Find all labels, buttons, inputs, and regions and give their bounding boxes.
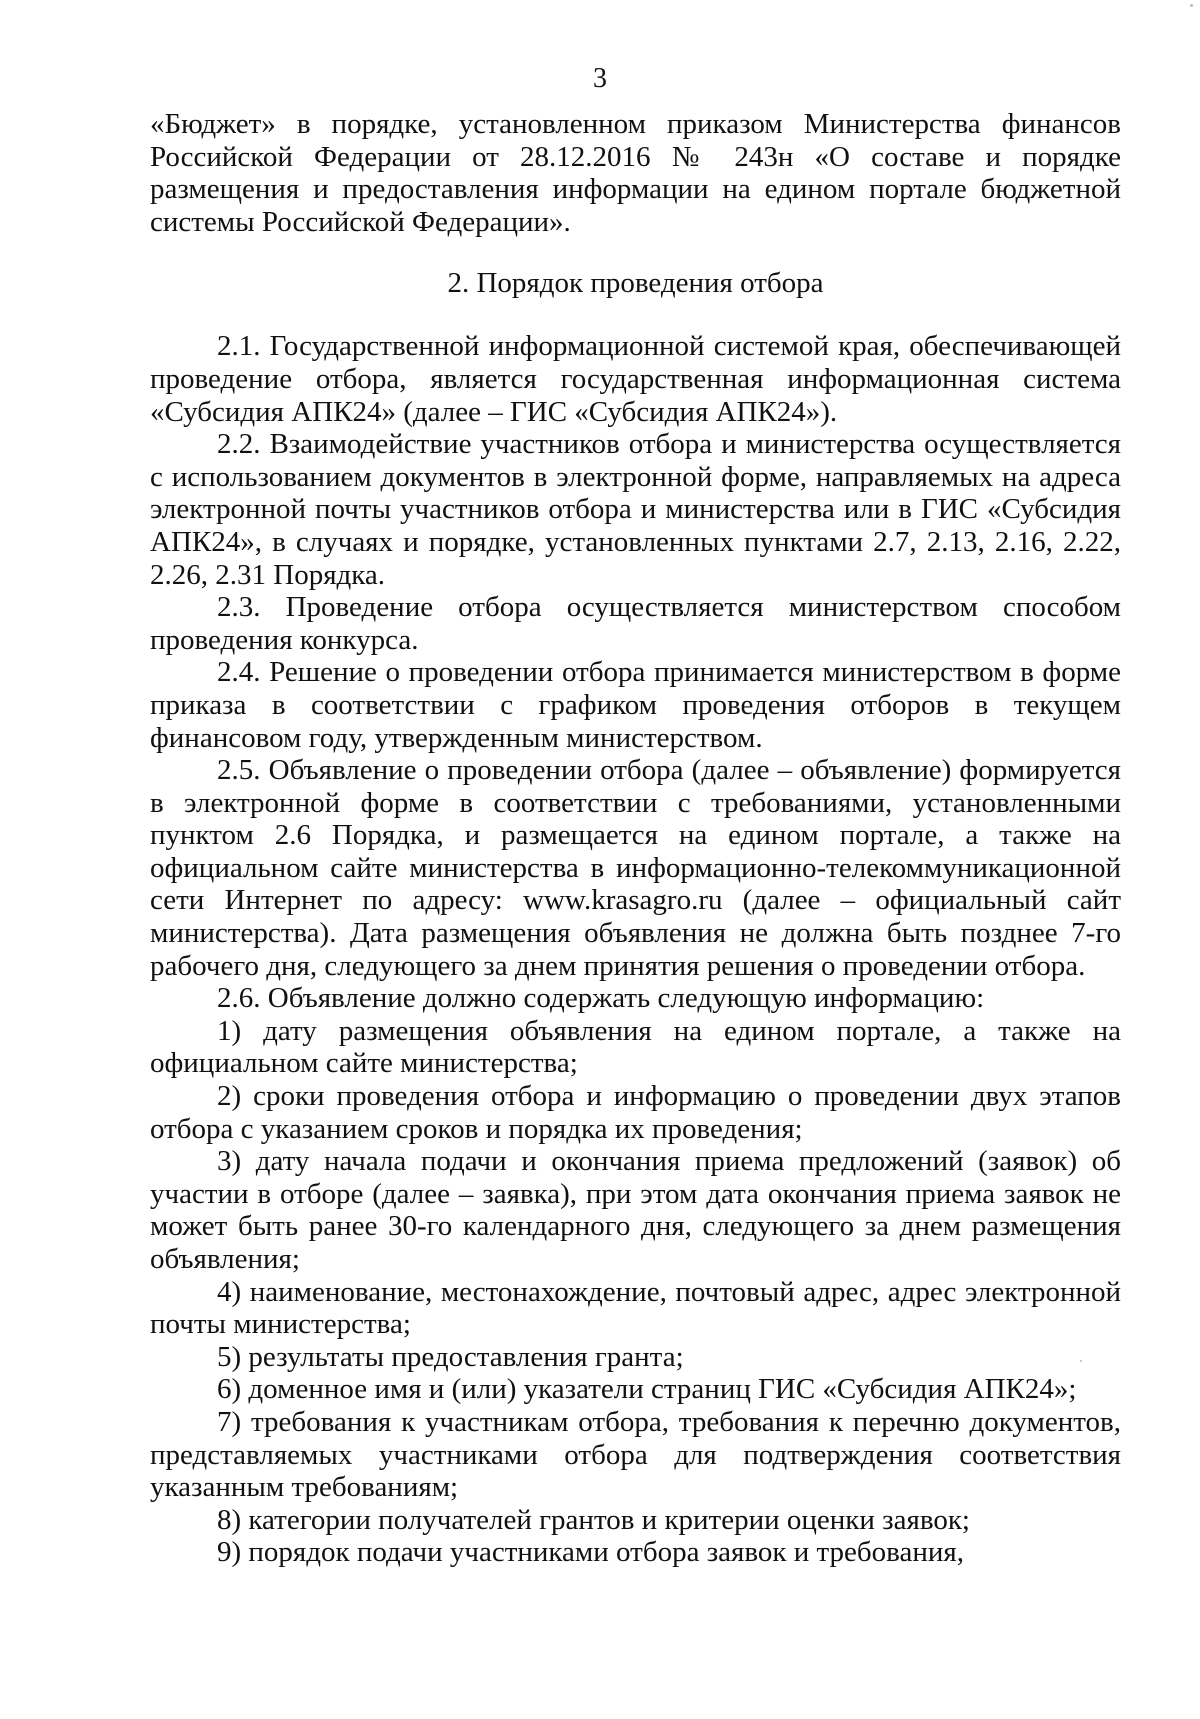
document-body bbox=[150, 108, 1121, 1569]
list-item-3: 3) дату начала подачи и окончания приема предложений (заявок) об участии в отборе (далее – заявка), при этом дата окончания приема заявок не может быть ранее 30-го календарного дня, следующего за днем размещения объявления; bbox=[150, 1145, 1121, 1275]
clause-2-4: 2.4. Решение о проведении отбора принимается министерством в форме приказа в соответствии с графиком проведения отборов в текущем финансовом году, утвержденным министерством. bbox=[150, 656, 1121, 754]
list-item-8: 8) категории получателей грантов и критерии оценки заявок; bbox=[217, 1503, 970, 1536]
list-item-5: 5) результаты предоставления гранта; bbox=[217, 1340, 684, 1373]
list-item-9: 9) порядок подачи участниками отбора заявок и требования, bbox=[217, 1536, 964, 1569]
section-heading: 2. Порядок проведения отбора bbox=[447, 267, 824, 300]
page-number: 3 bbox=[593, 63, 607, 94]
list-item-2: 2) сроки проведения отбора и информацию о проведении двух этапов отбора с указанием сроков и порядка их проведения; bbox=[150, 1080, 1121, 1145]
clause-2-3: 2.3. Проведение отбора осуществляется министерством способом проведения конкурса. bbox=[150, 591, 1121, 656]
list-item-1: 1) дату размещения объявления на едином портале, а также на официальном сайте министерства; bbox=[150, 1014, 1121, 1080]
clause-2-1: 2.1. Государственной информационной системой края, обеспечивающей проведение отбора, является государственная информационная система «Субсидия АПК24» (далее – ГИС «Субсидия АПК24»). bbox=[150, 330, 1121, 428]
clause-2-5: 2.5. Объявление о проведении отбора (далее – объявление) формируется в электронной форме в соответствии с требованиями, установленными пунктом 2.6 Порядка, и размещается на едином портале, а также на официальном сайте министерства в информационно-телекоммуникационной сети Интернет по адресу: www.krasagro.ru (далее – официальный сайт министерства). Дата размещения объявления не должна быть позднее 7-го рабочего дня, следующего за днем принятия решения о проведении отбора. bbox=[150, 754, 1121, 982]
list-item-6: 6) доменное имя и (или) указатели страниц ГИС «Субсидия АПК24»; bbox=[217, 1373, 1077, 1406]
intro-paragraph: «Бюджет» в порядке, установленном приказом Министерства финансов Российской Федерации от 28.12.2016 № 243н «О составе и порядке размещения и предоставления информации на едином портале бюджетной системы Российской Федерации». bbox=[150, 108, 1121, 238]
scan-speck bbox=[1080, 1360, 1082, 1362]
clause-2-6: 2.6. Объявление должно содержать следующую информацию: bbox=[217, 982, 985, 1015]
clause-2-2: 2.2. Взаимодействие участников отбора и министерства осуществляется с использованием документов в электронной форме, направляемых на адреса электронной почты участников отбора и министерства или в ГИС «Субсидия АПК24», в случаях и порядке, установленных пунктами 2.7, 2.13, 2.16, 2.22, 2.26, 2.31 Порядка. bbox=[150, 428, 1121, 591]
list-item-7: 7) требования к участникам отбора, требования к перечню документов, представляемых участниками отбора для подтверждения соответствия указанным требованиям; bbox=[150, 1405, 1121, 1504]
scan-speck bbox=[1190, 4, 1193, 7]
list-item-4: 4) наименование, местонахождение, почтовый адрес, адрес электронной почты министерства; bbox=[150, 1275, 1121, 1341]
